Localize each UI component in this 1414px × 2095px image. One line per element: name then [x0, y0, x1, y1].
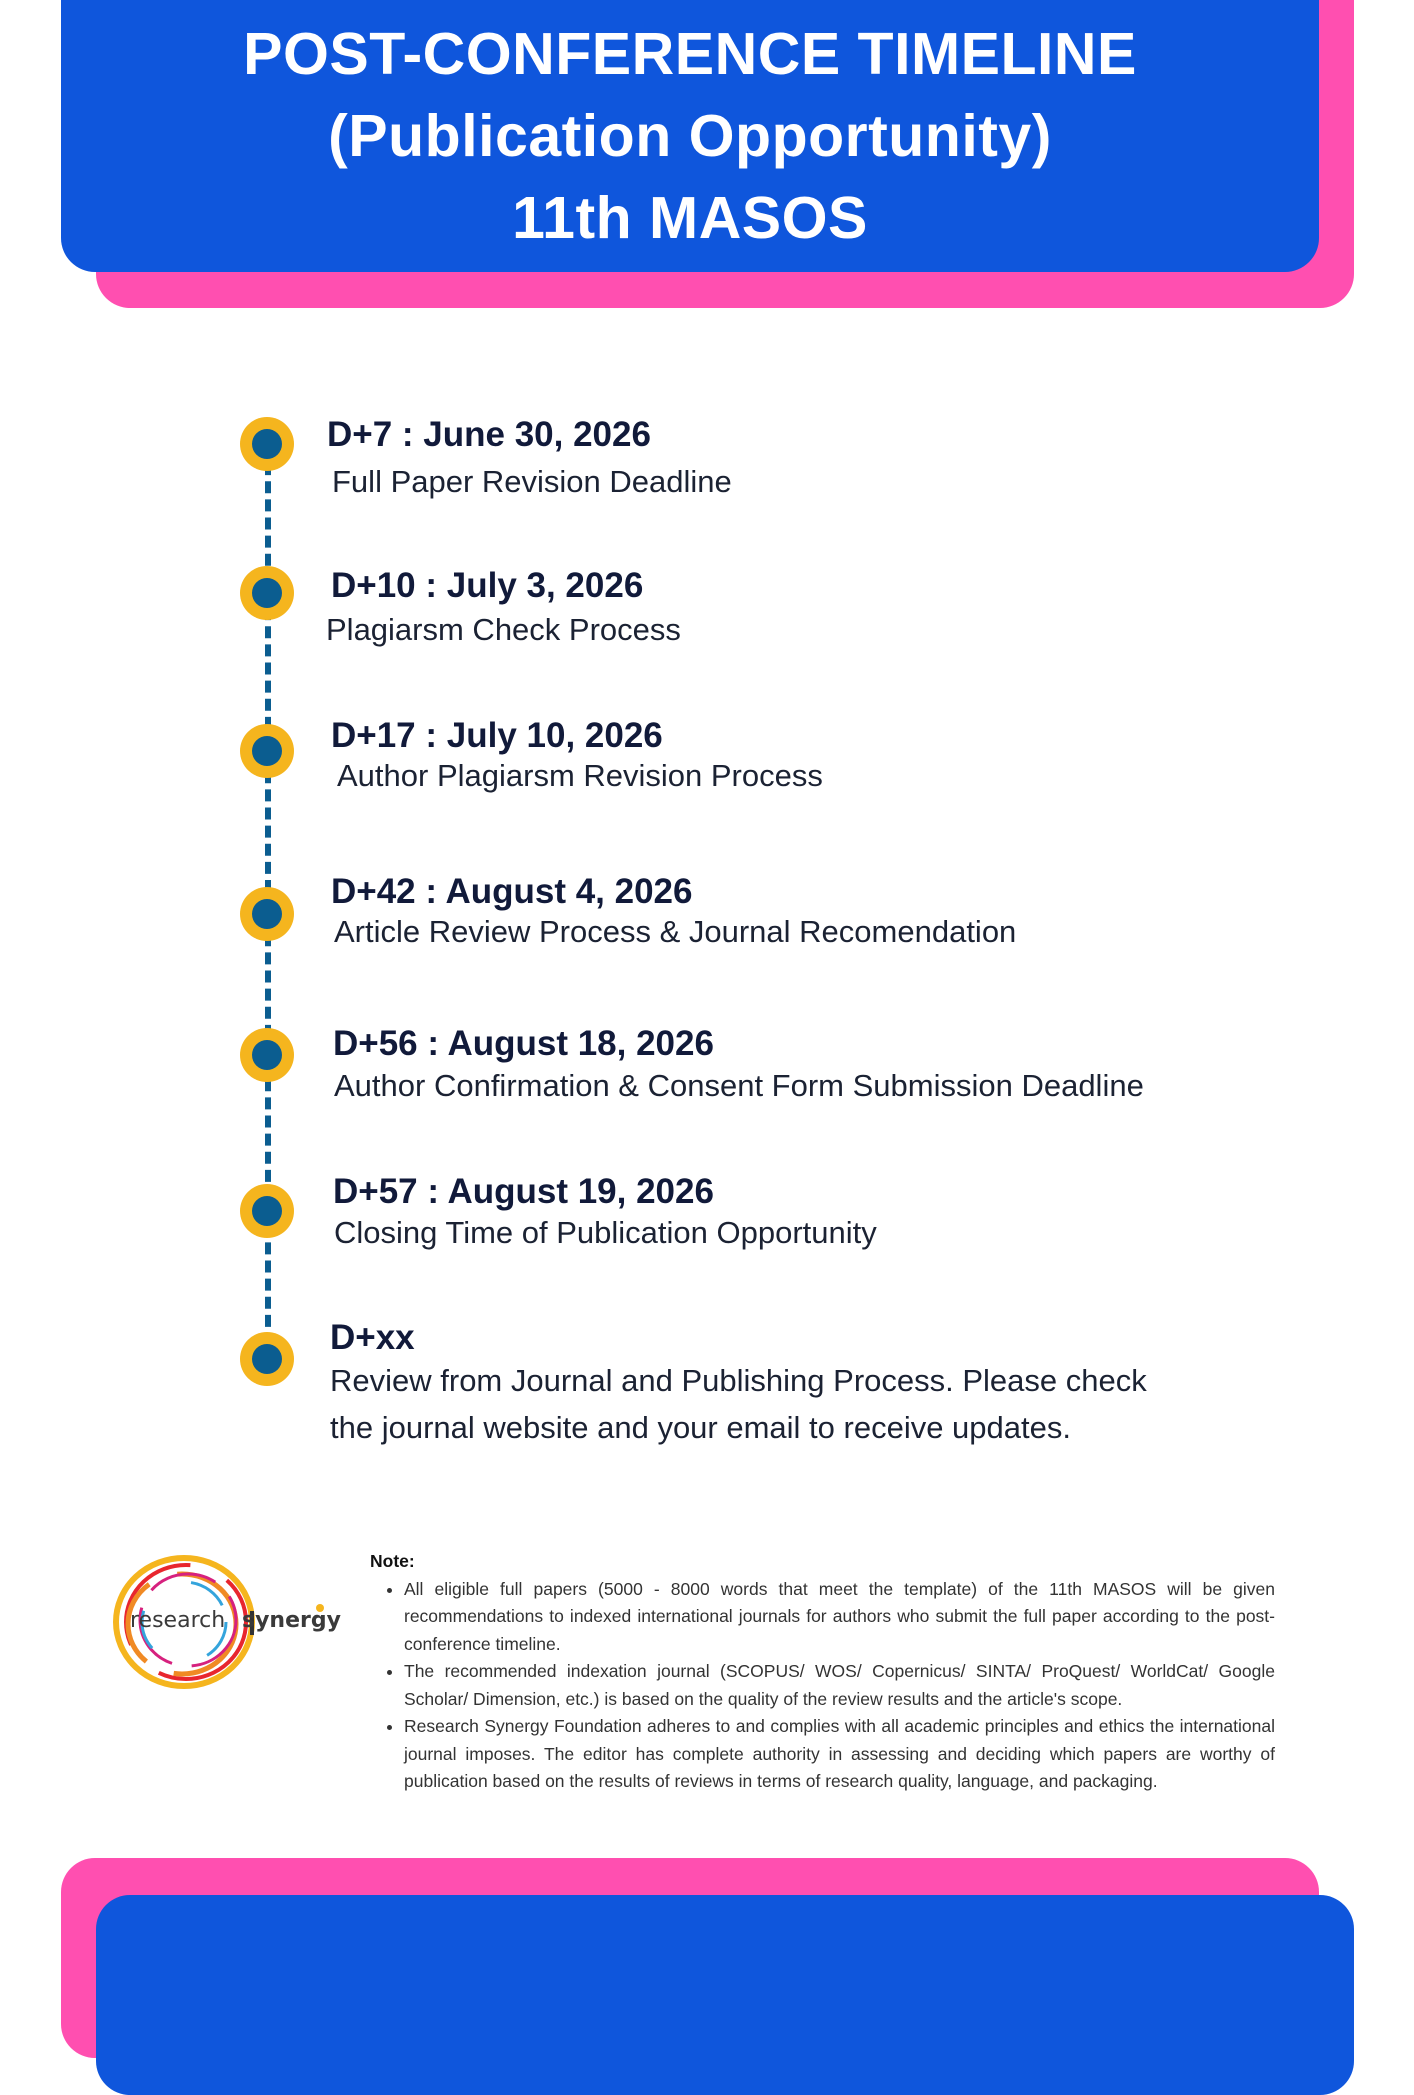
note-title: Note:: [370, 1551, 415, 1571]
timeline-description: Author Confirmation & Consent Form Submission Deadline: [334, 1068, 1144, 1103]
timeline-date: D+56 : August 18, 2026: [333, 1024, 714, 1063]
timeline-dot-icon: [240, 566, 294, 620]
timeline-date: D+42 : August 4, 2026: [331, 872, 693, 911]
note-list: [370, 1576, 1275, 1796]
note-section: [370, 1548, 1275, 1796]
timeline-date: D+10 : July 3, 2026: [331, 566, 644, 605]
timeline-dot-icon: [240, 1028, 294, 1082]
research-synergy-logo: [96, 1550, 341, 1695]
timeline-description: Article Review Process & Journal Recomendation: [334, 914, 1017, 949]
logo-word-synergy: synergy: [242, 1608, 341, 1633]
timeline-dot-icon: [240, 1184, 294, 1238]
note-item: • The recommended indexation journal (SCOPUS/ WOS/ Copernicus/ SINTA/ ProQuest/ WorldCat/ Google Scholar/ Dimension, etc.) is based on the quality of the review results and the article's scope.: [404, 1658, 1275, 1713]
timeline-dot-icon: [240, 1332, 294, 1386]
timeline-date: D+7 : June 30, 2026: [327, 415, 651, 454]
timeline-description: Full Paper Revision Deadline: [332, 464, 732, 499]
timeline-dot-icon: [240, 417, 294, 471]
header-banner: [61, 0, 1319, 272]
timeline-date: D+57 : August 19, 2026: [333, 1172, 714, 1211]
logo-word-research: research: [130, 1608, 226, 1633]
timeline-description: Review from Journal and Publishing Process. Please check: [330, 1363, 1147, 1398]
timeline-description: Plagiarsm Check Process: [326, 612, 681, 647]
page-title-line-1: POST-CONFERENCE TIMELINE: [243, 21, 1137, 87]
timeline-dot-icon: [240, 887, 294, 941]
footer-banner: [96, 1895, 1354, 2095]
page-title-line-2: (Publication Opportunity): [328, 103, 1052, 169]
timeline-description: the journal website and your email to receive updates.: [330, 1410, 1071, 1445]
timeline-dot-icon: [240, 724, 294, 778]
timeline-date: D+xx: [330, 1318, 415, 1357]
note-item: • Research Synergy Foundation adheres to and complies with all academic principles and ethics the international journal imposes. The editor has complete authority in assessing and deciding which papers are worthy of publication based on the results of reviews in terms of research quality, language, and packaging.: [404, 1713, 1275, 1796]
note-item: • All eligible full papers (5000 - 8000 words that meet the template) of the 11th MASOS will be given recommendations to indexed international journals for authors who submit the full paper according to the post-conference timeline.: [404, 1576, 1275, 1659]
page-title-line-3: 11th MASOS: [512, 185, 868, 251]
timeline-date: D+17 : July 10, 2026: [331, 716, 663, 755]
timeline-description: Closing Time of Publication Opportunity: [334, 1215, 877, 1250]
timeline-description: Author Plagiarsm Revision Process: [337, 758, 823, 793]
